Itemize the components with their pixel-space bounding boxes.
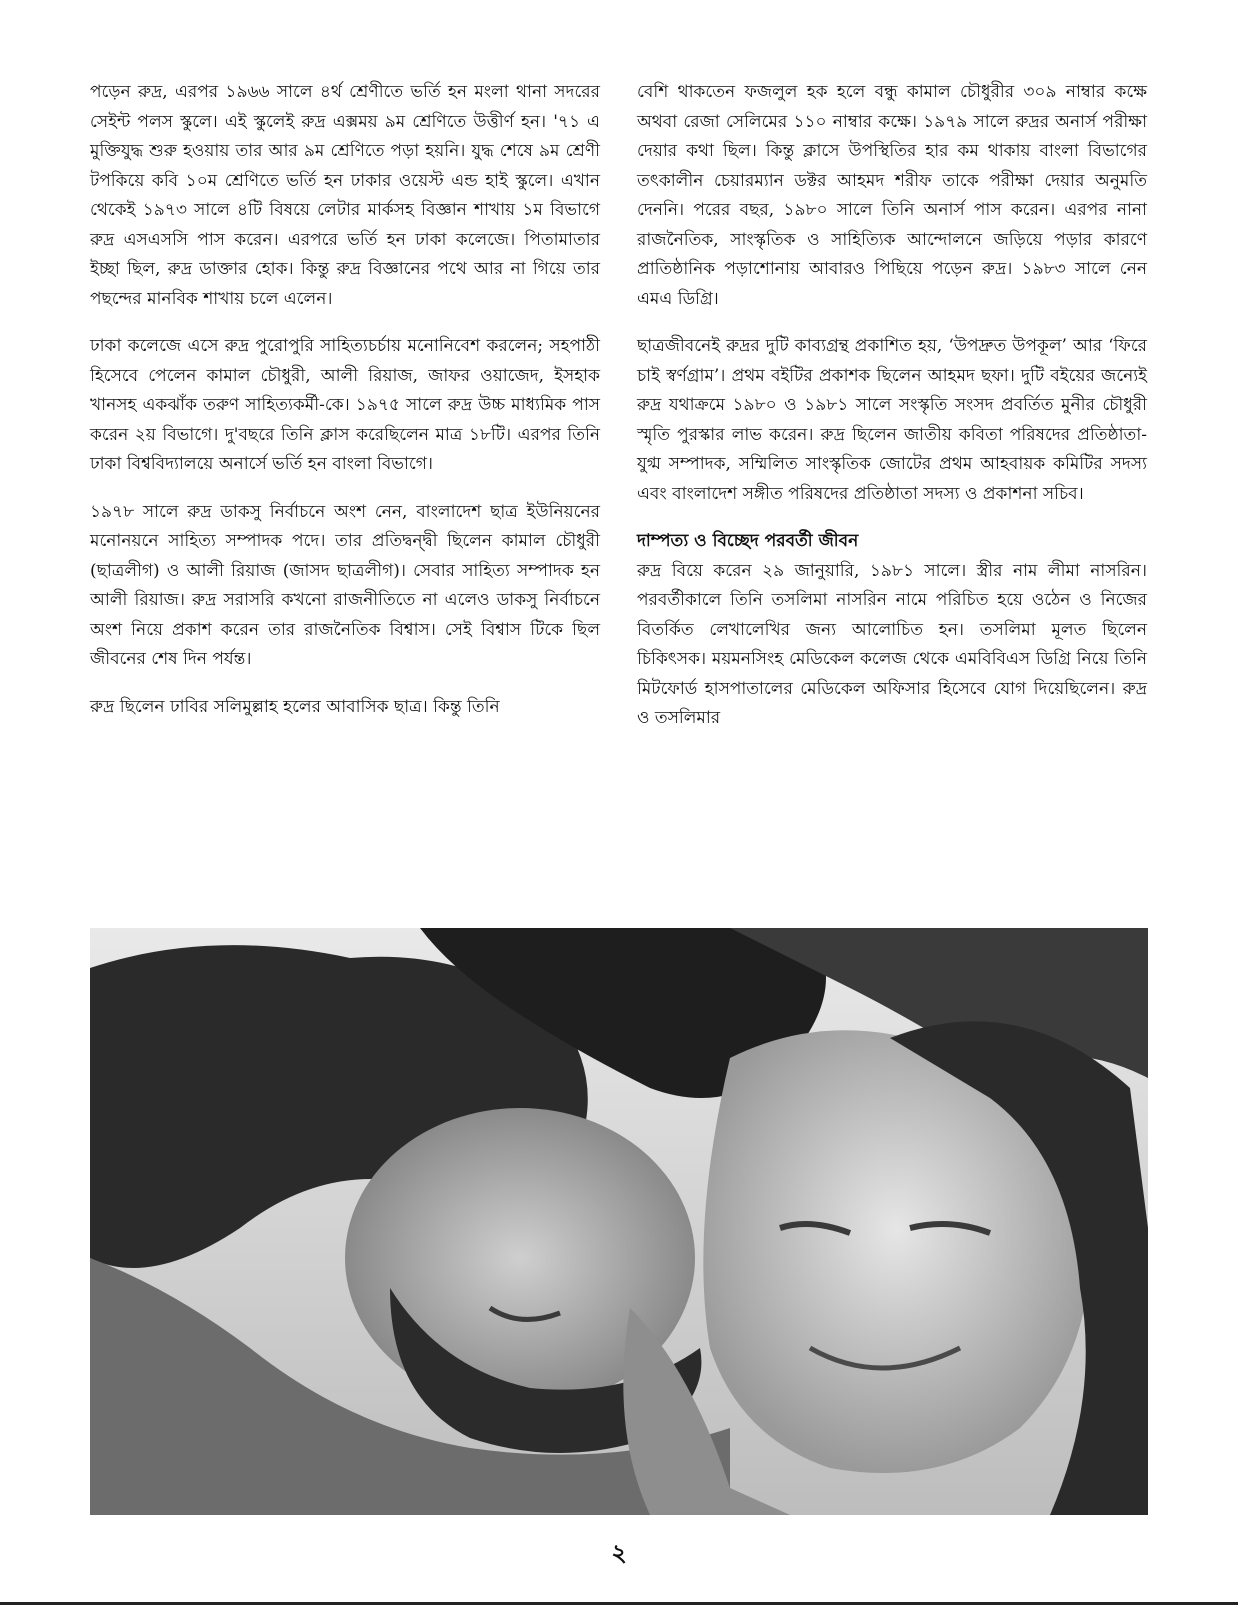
body-paragraph: ছাত্রজীবনেই রুদ্রর দুটি কাব্যগ্রন্থ প্রকাশিত হয়, ‘উপদ্রুত উপকূল’ আর ‘ফিরে চাই স্বর্ণগ্রাম’। প্রথম বইটির প্রকাশক ছিলেন আহমদ ছফা। দুটি বইয়ের জন্যেই রুদ্র যথাক্রমে ১৯৮০ ও ১৯৮১ সালে সংস্কৃতি সংসদ প্রবর্তিত মুনীর চৌধুরী স্মৃতি পুরস্কার লাভ করেন। রুদ্র ছিলেন জাতীয় কবিতা পরিষদের প্রতিষ্ঠাতা-যুগ্ম সম্পাদক, সম্মিলিত সাংস্কৃতিক জোটের প্রথম আহবায়ক কমিটির সদস্য এবং বাংলাদেশ সঙ্গীত পরিষদের প্রতিষ্ঠাতা সদস্য ও প্রকাশনা সচিব। [637,336,1147,504]
section-heading: দাম্পত্য ও বিচ্ছেদ পরবর্তী জীবন [637,531,859,551]
body-paragraph: বেশি থাকতেন ফজলুল হক হলে বন্ধু কামাল চৌধুরীর ৩০৯ নাম্বার কক্ষে অথবা রেজা সেলিমের ১১০ নাম্বার কক্ষে। ১৯৭৯ সালে রুদ্রর অনার্স পরীক্ষা দেয়ার কথা ছিল। কিন্তু ক্লাসে উপস্থিতির হার কম থাকায় বাংলা বিভাগের তৎকালীন চেয়ারম্যান ডক্টর আহমদ শরীফ তাকে পরীক্ষা দেয়ার অনুমতি দেননি। পরের বছর, ১৯৮০ সালে তিনি অনার্স পাস করেন। এরপর নানা রাজনৈতিক, সাংস্কৃতিক ও সাহিত্যিক আন্দোলনে জড়িয়ে পড়ার কারণে প্রাতিষ্ঠানিক পড়াশোনায় আবারও পিছিয়ে পড়েন রুদ্র। ১৯৮৩ সালে নেন এমএ ডিগ্রি। [637,82,1147,309]
left-column [90,78,600,740]
body-paragraph: পড়েন রুদ্র, এরপর ১৯৬৬ সালে ৪র্থ শ্রেণীতে ভর্তি হন মংলা থানা সদরের সেইন্ট পলস স্কুলে। এই স্কুলেই রুদ্র এক্সময় ৯ম শ্রেণিতে উত্তীর্ণ হন। '৭১ এ মুক্তিযুদ্ধ শুরু হওয়ায় তার আর ৯ম শ্রেণিতে পড়া হয়নি। যুদ্ধ শেষে ৯ম শ্রেণী টপকিয়ে কবি ১০ম শ্রেণিতে ভর্তি হন ঢাকার ওয়েস্ট এন্ড হাই স্কুলে। এখান থেকেই ১৯৭৩ সালে ৪টি বিষয়ে লেটার মার্কসহ বিজ্ঞান শাখায় ১ম বিভাগে রুদ্র এসএসসি পাস করেন। এরপরে ভর্তি হন ঢাকা কলেজে। পিতামাতার ইচ্ছা ছিল, রুদ্র ডাক্তার হোক। কিন্তু রুদ্র বিজ্ঞানের পথে আর না গিয়ে তার পছন্দের মানবিক শাখায় চলে এলেন। [90,82,600,309]
body-paragraph: রুদ্র বিয়ে করেন ২৯ জানুয়ারি, ১৯৮১ সালে। স্ত্রীর নাম লীমা নাসরিন। পরবর্তীকালে তিনি তসলিমা নাসরিন নামে পরিচিত হয়ে ওঠেন ও নিজের বিতর্কিত লেখালেখির জন্য আলোচিত হন। তসলিমা মূলত ছিলেন চিকিৎসক। ময়মনসিংহ মেডিকেল কলেজ থেকে এমবিবিএস ডিগ্রি নিয়ে তিনি মিটফোর্ড হাসপাতালের মেডিকেল অফিসার হিসেবে যোগ দিয়েছিলেন। রুদ্র ও তসলিমার [637,560,1147,728]
right-column [637,78,1147,752]
page-number: ২ [611,1538,627,1567]
body-paragraph: রুদ্র ছিলেন ঢাবির সলিমুল্লাহ হলের আবাসিক ছাত্র। কিন্তু তিনি [90,696,500,717]
body-paragraph: ১৯৭৮ সালে রুদ্র ডাকসু নির্বাচনে অংশ নেন, বাংলাদেশ ছাত্র ইউনিয়নের মনোনয়নে সাহিত্য সম্পাদক পদে। তার প্রতিদ্বন্দ্বী ছিলেন কামাল চৌধুরী (ছাত্রলীগ) ও আলী রিয়াজ (জাসদ ছাত্রলীগ)। সেবার সাহিত্য সম্পাদক হন আলী রিয়াজ। রুদ্র সরাসরি কখনো রাজনীতিতে না এলেও ডাকসু নির্বাচনে অংশ নিয়ে প্রকাশ করেন তার রাজনৈতিক বিশ্বাস। সেই বিশ্বাস টিকে ছিল জীবনের শেষ দিন পর্যন্ত। [90,501,600,669]
body-paragraph: ঢাকা কলেজে এসে রুদ্র পুরোপুরি সাহিত্যচর্চায় মনোনিবেশ করলেন; সহপাঠী হিসেবে পেলেন কামাল চৌধুরী, আলী রিয়াজ, জাফর ওয়াজেদ, ইসহাক খানসহ একঝাঁক তরুণ সাহিত্যকর্মী-কে। ১৯৭৫ সালে রুদ্র উচ্চ মাধ্যমিক পাস করেন ২য় বিভাগে। দু'বছরে তিনি ক্লাস করেছিলেন মাত্র ১৮টি। এরপর তিনি ঢাকা বিশ্ববিদ্যালয়ে অনার্সে ভর্তি হন বাংলা বিভাগে। [90,336,600,474]
couple-photo-graphic [90,928,1148,1515]
bottom-divider [0,1602,1238,1605]
couple-photo [90,928,1148,1515]
